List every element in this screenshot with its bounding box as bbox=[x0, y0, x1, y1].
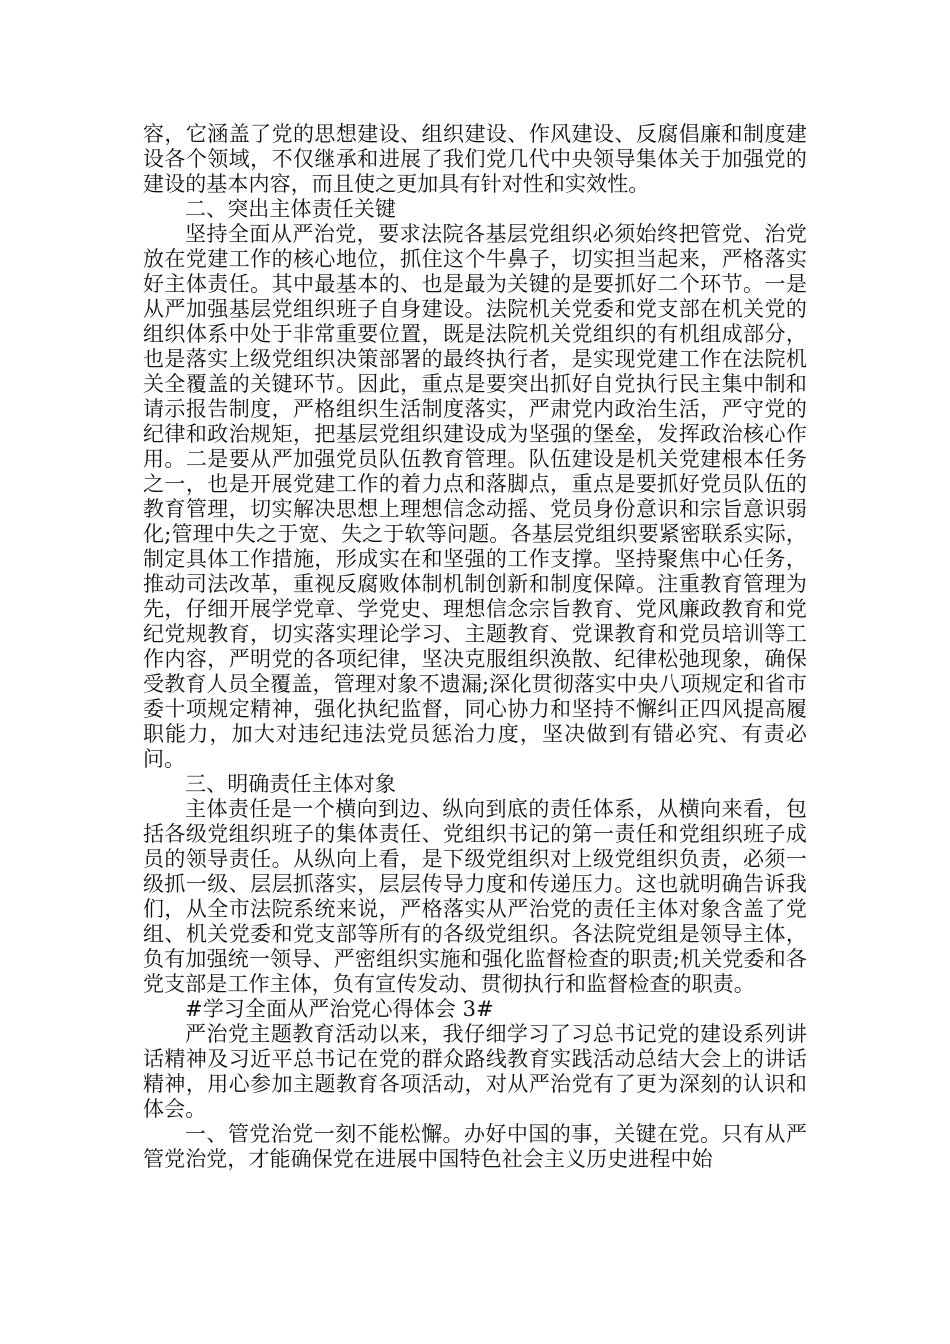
section-heading-2: 二、突出主体责任关键 bbox=[185, 197, 396, 221]
paragraph-continuation: 容，它涵盖了党的思想建设、组织建设、作风建设、反腐倡廉和制度建设各个领域，不仅继承和进展了我们党几代中央领导集体关于加强党的建设的基本内容，而且使之更加具有针对性和实效性。 bbox=[143, 122, 807, 196]
paragraph-section-3: 主体责任是一个横向到边、纵向到底的责任体系，从横向来看，包括各级党组织班子的集体责任、党组织书记的第一责任和党组织班子成员的领导责任。从纵向上看，是下级党组织对上级党组织负责，必须一级抓一级、层层抓落实，层层传导力度和传递压力。这也就明确告诉我们，从全市法院系统来说，严格落实从严治党的责任主体对象含盖了党组、机关党委和党支部等所有的各级党组织。各法院党组是领导主体，负有加强统一领导、严密组织实施和强化监督检查的职责;机关党委和各党支部是工作主体，负有宣传发动、贯彻执行和监督检查的职责。 bbox=[143, 797, 807, 996]
paragraph-point-1: 一、管党治党一刻不能松懈。办好中国的事，关键在党。只有从严管党治党，才能确保党在进展中国特色社会主义历史进程中始 bbox=[143, 1122, 807, 1171]
article-heading-3: #学习全面从严治党心得体会 3# bbox=[185, 997, 494, 1021]
paragraph-intro: 严治党主题教育活动以来，我仔细学习了习总书记党的建设系列讲话精神及习近平总书记在党的群众路线教育实践活动总结大会上的讲话精神，用心参加主题教育各项活动，对从严治党有了更为深刻的认识和体会。 bbox=[143, 1022, 807, 1121]
document-page bbox=[143, 122, 807, 1172]
section-heading-3: 三、明确责任主体对象 bbox=[185, 772, 396, 796]
paragraph-section-2: 坚持全面从严治党，要求法院各基层党组织必须始终把管党、治党放在党建工作的核心地位，抓住这个牛鼻子，切实担当起来，严格落实好主体责任。其中最基本的、也是最为关键的是要抓好二个环节。一是从严加强基层党组织班子自身建设。法院机关党委和党支部在机关党的组织体系中处于非常重要位置，既是法院机关党组织的有机组成部分，也是落实上级党组织决策部署的最终执行者，是实现党建工作在法院机关全覆盖的关键环节。因此，重点是要突出抓好自党执行民主集中制和请示报告制度，严格组织生活制度落实，严肃党内政治生活，严守党的纪律和政治规矩，把基层党组织建设成为坚强的堡垒，发挥政治核心作用。二是要从严加强党员队伍教育管理。队伍建设是机关党建根本任务之一，也是开展党建工作的着力点和落脚点，重点是要抓好党员队伍的教育管理，切实解决思想上理想信念动摇、党员身份意识和宗旨意识弱化;管理中失之于宽、失之于软等问题。各基层党组织要紧密联系实际，制定具体工作措施，形成实在和坚强的工作支撑。坚持聚焦中心任务，推动司法改革，重视反腐败体制机制创新和制度保障。注重教育管理为先，仔细开展学党章、学党史、理想信念宗旨教育、党风廉政教育和党纪党规教育，切实落实理论学习、主题教育、党课教育和党员培训等工作内容，严明党的各项纪律，坚决克服组织涣散、纪律松弛现象，确保受教育人员全覆盖，管理对象不遗漏;深化贯彻落实中央八项规定和省市委十项规定精神，强化执纪监督，同心协力和坚持不懈纠正四风提高履职能力，加大对违纪违法党员惩治力度，坚决做到有错必究、有责必问。 bbox=[143, 222, 807, 771]
